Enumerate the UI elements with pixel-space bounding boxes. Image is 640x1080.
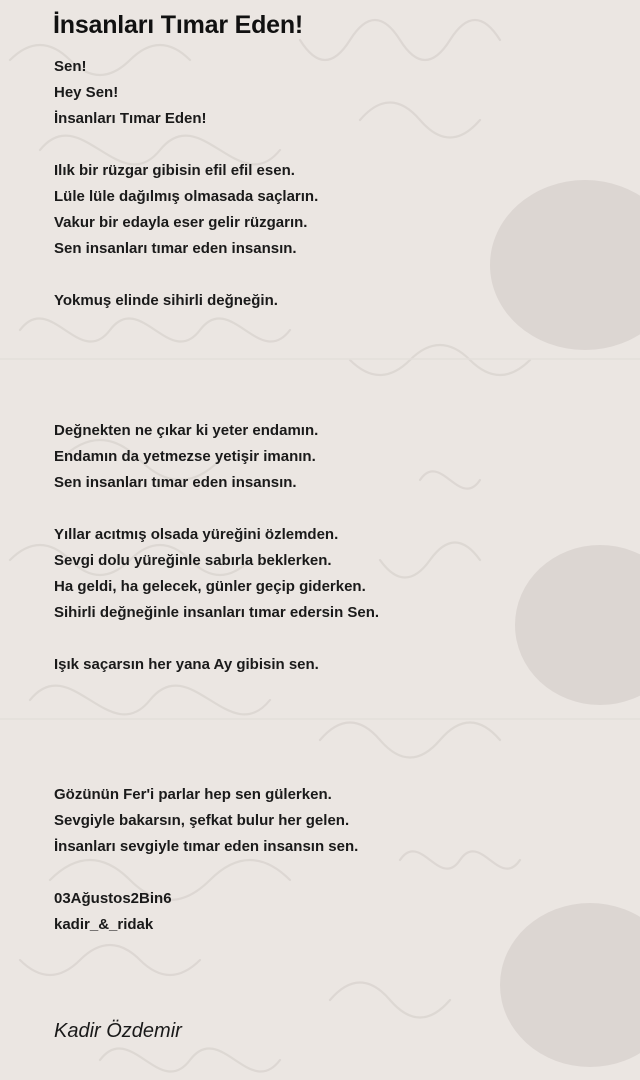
stanza	[54, 158, 614, 262]
stanza	[54, 522, 614, 626]
poem-line: Sevgi dolu yüreğinle sabırla beklerken.	[54, 552, 332, 569]
poem-line: Ha geldi, ha gelecek, günler geçip giderken.	[54, 578, 366, 595]
poem-line: Ilık bir rüzgar gibisin efil efil esen.	[54, 162, 295, 179]
poem-line: Endamın da yetmezse yetişir imanın.	[54, 448, 316, 465]
poem-line: Işık saçarsın her yana Ay gibisin sen.	[54, 656, 319, 673]
poem-line: Sen insanları tımar eden insansın.	[54, 240, 297, 257]
poem-line: Lüle lüle dağılmış olmasada saçların.	[54, 188, 319, 205]
poem-line: Gözünün Fer'i parlar hep sen gülerken.	[54, 786, 332, 803]
poem-signature: kadir_&_ridak	[54, 916, 154, 933]
stanza-signature	[54, 886, 614, 938]
poem-line: Yıllar acıtmış olsada yüreğini özlemden.	[54, 526, 339, 543]
stanza	[54, 418, 614, 496]
stanza	[54, 54, 614, 132]
poem-body	[54, 54, 614, 964]
author-name: Kadir Özdemir	[54, 1020, 182, 1042]
poem-date: 03Ağustos2Bin6	[54, 890, 172, 907]
poem-line: Değnekten ne çıkar ki yeter endamın.	[54, 422, 319, 439]
poem-line: Yokmuş elinde sihirli değneğin.	[54, 292, 278, 309]
stanza	[54, 652, 614, 678]
poem-line: Vakur bir edayla eser gelir rüzgarın.	[54, 214, 308, 231]
poem-line: Sen!	[54, 58, 87, 75]
poem-line: Hey Sen!	[54, 84, 119, 101]
poem-line: Sevgiyle bakarsın, şefkat bulur her gelen.	[54, 812, 350, 829]
poem-line: İnsanları sevgiyle tımar eden insansın sen.	[54, 838, 359, 855]
poem-line: İnsanları Tımar Eden!	[54, 110, 207, 127]
poem-line: Sen insanları tımar eden insansın.	[54, 474, 297, 491]
poem-title: İnsanları Tımar Eden!	[53, 11, 304, 39]
poem-line: Sihirli değneğinle insanları tımar edersin Sen.	[54, 604, 380, 621]
stanza	[54, 782, 614, 860]
stanza	[54, 288, 614, 314]
